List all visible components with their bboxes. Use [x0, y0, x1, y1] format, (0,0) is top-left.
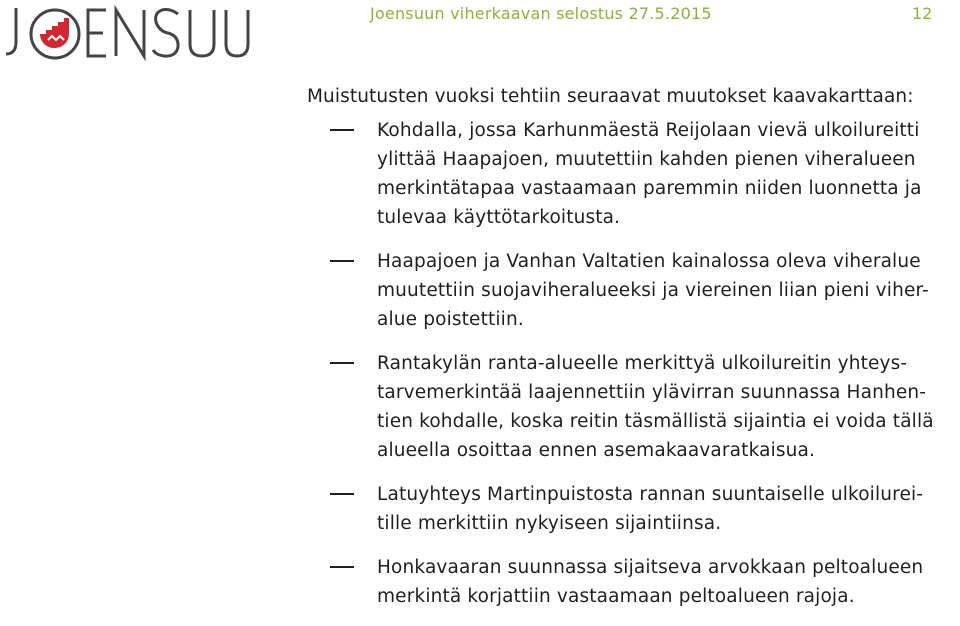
dash-bullet-icon [330, 493, 354, 495]
list-item-line: Honkavaaran suunnassa sijaitseva arvokkaan peltoalueen [377, 557, 924, 578]
page-number: 12 [912, 4, 933, 23]
list-item-line: Rantakylän ranta-alueelle merkittyä ulkoilureitin yhteys- [377, 353, 908, 374]
changes-list [330, 116, 960, 626]
list-item [330, 349, 960, 465]
list-item-line: tille merkittiin nykyiseen sijaintiinsa. [377, 513, 722, 534]
list-item-line: Haapajoen ja Vanhan Valtatien kainalossa oleva viheralue [377, 251, 921, 272]
list-item [330, 553, 960, 611]
list-item [330, 480, 960, 538]
dash-bullet-icon [330, 362, 354, 364]
list-item-line: ylittää Haapajoen, muutettiin kahden pienen viheralueen [377, 149, 916, 170]
list-item-line: tulevaa käyttötarkoitusta. [377, 207, 621, 228]
joensuu-logo [2, 0, 252, 62]
list-item [330, 116, 960, 232]
list-item-line: merkintä korjattiin vastaamaan peltoalueen rajoja. [377, 586, 855, 607]
list-item-line: tien kohdalle, koska reitin täsmällistä sijaintia ei voida tällä [377, 411, 934, 432]
list-item-line: alueella osoittaa ennen asemakaavaratkaisua. [377, 440, 816, 461]
list-item-line: muutettiin suojaviheralueeksi ja viereinen liian pieni viher- [377, 280, 929, 301]
list-item-line: Latuyhteys Martinpuistosta rannan suuntaiselle ulkoilurei- [377, 484, 924, 505]
document-header-title: Joensuun viherkaavan selostus 27.5.2015 [370, 4, 712, 23]
dash-bullet-icon [330, 129, 354, 131]
list-item-line: Kohdalla, jossa Karhunmäestä Reijolaan vievä ulkoilureitti [377, 120, 920, 141]
dash-bullet-icon [330, 260, 354, 262]
list-item-line: alue poistettiin. [377, 309, 524, 330]
list-item-line: merkintätapaa vastaamaan paremmin niiden luonnetta ja [377, 178, 922, 199]
list-item [330, 247, 960, 334]
list-item-line: tarvemerkintää laajennettiin ylävirran suunnassa Hanhen- [377, 382, 927, 403]
intro-paragraph: Muistutusten vuoksi tehtiin seuraavat muutokset kaavakarttaan: [307, 86, 914, 107]
dash-bullet-icon [330, 566, 354, 568]
